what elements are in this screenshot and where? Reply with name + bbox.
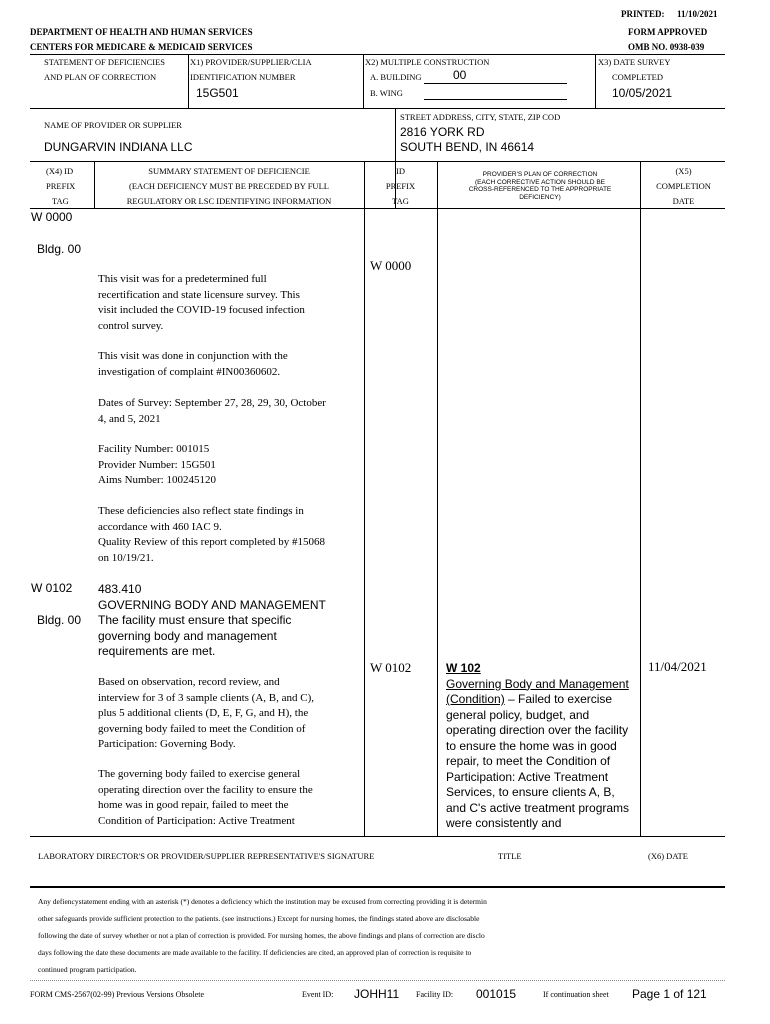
prefix-tag-2: W 0102 — [31, 581, 73, 595]
form-number: FORM CMS-2567(02-99) Previous Versions Obsolete — [30, 990, 205, 999]
col-id-label-3: TAG — [392, 196, 409, 206]
address-label: STREET ADDRESS, CITY, STATE, ZIP COD — [400, 112, 561, 122]
col-summary-label-3: REGULATORY OR LSC IDENTIFYING INFORMATION — [126, 196, 332, 206]
rule — [30, 208, 725, 209]
signature-date-label: (X6) DATE — [648, 851, 688, 861]
col-x4-label-2: PREFIX — [46, 181, 76, 191]
facility-numbers: Facility Number: 001015 Provider Number: 15G501 Aims Number: 100245120 — [98, 443, 216, 486]
provider-id-value: 15G501 — [196, 86, 239, 100]
event-id-label: Event ID: — [302, 990, 334, 999]
continuation-label: If continuation sheet — [543, 990, 609, 999]
survey-dates: Dates of Survey: September 27, 28, 29, 30, October 4, and 5, 2021 — [98, 397, 326, 425]
finding-paragraph-1: This visit was for a predetermined full recertification and state licensure survey. This visit included the COVID-19 focused infection control survey. — [98, 273, 305, 332]
title-label: TITLE — [498, 851, 522, 861]
rule — [640, 161, 641, 836]
prefix-tag-1: W 0000 — [31, 210, 73, 224]
event-id-value: JOHH11 — [354, 987, 400, 1001]
address-line-1: 2816 YORK RD — [400, 125, 485, 139]
provider-id-label: X1) PROVIDER/SUPPLIER/CLIA — [190, 57, 312, 67]
date-survey-label: X3) DATE SURVEY — [598, 57, 671, 67]
col-summary-label: SUMMARY STATEMENT OF DEFICIENCIE — [148, 166, 310, 176]
disclaimer-line: Any defiencystatement ending with an asterisk (*) denotes a deficiency which the institution may be excused from correcting providing it is determin — [38, 897, 487, 906]
rule — [30, 108, 725, 109]
finding-paragraph-8: The governing body failed to exercise general operating direction over the facility to ensure the home was in good repair, failed to meet the Condition of Participation: Active Treatment — [98, 768, 313, 827]
centers-name: CENTERS FOR MEDICARE & MEDICAID SERVICES — [30, 42, 253, 52]
provider-name-value: DUNGARVIN INDIANA LLC — [44, 140, 193, 154]
building-underline — [424, 83, 567, 84]
building-tag-2: Bldg. 00 — [37, 613, 82, 627]
plan-of-correction — [446, 661, 638, 832]
rule — [188, 54, 189, 108]
rule — [395, 161, 396, 208]
plan-line-rest: – Failed to exercise — [504, 692, 613, 706]
building-tag-1: Bldg. 00 — [37, 242, 82, 256]
rule — [30, 836, 725, 837]
date-survey-label-2: COMPLETED — [612, 72, 663, 82]
disclaimer-line: continued program participation. — [38, 965, 137, 974]
building-label: A. BUILDING — [370, 72, 422, 82]
rule — [595, 54, 596, 108]
regulation-paragraph: 483.410 GOVERNING BODY AND MANAGEMENT The facility must ensure that specific governing body and management requirements are met. — [98, 582, 326, 658]
wing-underline — [424, 99, 567, 100]
col-plan-label-4: DEFICIENCY) — [519, 193, 561, 201]
construction-label: X2) MULTIPLE CONSTRUCTION — [365, 57, 490, 67]
col-plan-label-3: CROSS-REFERENCED TO THE APPROPRIATE — [468, 186, 612, 193]
col-x5-label-2: COMPLETION — [656, 181, 711, 191]
col-x4-label-3: TAG — [52, 196, 69, 206]
page-number: Page 1 of 121 — [632, 987, 707, 1001]
printed-label: PRINTED: — [621, 9, 665, 19]
address-line-2: SOUTH BEND, IN 46614 — [400, 140, 535, 154]
completion-date: 11/04/2021 — [648, 659, 707, 674]
col-x4-label: (X4) ID — [46, 166, 74, 176]
rule — [395, 108, 396, 161]
finding-paragraph-7: Based on observation, record review, and interview for 3 of 3 sample clients (A, B, and C), plus 5 additional clients (D, E, F, G, and H), the governing body failed to meet the Condition of Participation: Governing Body. — [98, 676, 314, 750]
department-name: DEPARTMENT OF HEALTH AND HUMAN SERVICES — [30, 27, 253, 37]
plan-heading: Governing Body and Management — [446, 676, 629, 691]
rule — [30, 161, 725, 162]
col-x5-label-3: DATE — [672, 196, 695, 206]
disclaimer-line: following the date of survey whether or not a plan of correction is provided. For nursing homes, the above findings and plans of correction are disclo — [38, 931, 485, 940]
id-prefix-tag-1: W 0000 — [370, 258, 412, 273]
signature-label: LABORATORY DIRECTOR'S OR PROVIDER/SUPPLIER REPRESENTATIVE'S SIGNATURE — [38, 851, 375, 861]
disclaimer — [38, 893, 728, 978]
col-id-label-2: PREFIX — [385, 181, 416, 191]
col-plan-label — [440, 171, 640, 201]
statement-label-2: AND PLAN OF CORRECTION — [44, 72, 157, 82]
disclaimer-line: days following the date these documents are made available to the facility. If deficiencies are cited, an approved plan of correction is requisite to — [38, 948, 472, 957]
facility-id-value: 001015 — [476, 987, 517, 1001]
provider-name-label: NAME OF PROVIDER OR SUPPLIER — [44, 120, 182, 130]
printed-date: 11/10/2021 — [677, 9, 718, 19]
col-x5-label: (X5) — [675, 166, 692, 176]
omb-number: OMB NO. 0938-039 — [628, 42, 705, 52]
disclaimer-line: other safeguards provide sufficient protection to the patients. (see instructions.) Except for nursing homes, the findings stated above are disclosable — [38, 914, 480, 923]
plan-line — [446, 692, 638, 708]
facility-id-label: Facility ID: — [416, 990, 454, 999]
col-id-label: ID — [396, 166, 405, 176]
rule — [363, 54, 364, 108]
wing-label: B. WING — [370, 88, 403, 98]
rule — [30, 980, 725, 981]
rule — [30, 886, 725, 888]
col-plan-label-1: PROVIDER'S PLAN OF CORRECTION — [482, 171, 598, 178]
plan-body: general policy, budget, and operating direction over the facility to ensure the home was in good repair, to meet the Condition of Participation: Active Treatment Services, to ensure clients A, B, and C's active treatment programs were consistently and — [446, 707, 630, 830]
provider-id-label-2: IDENTIFICATION NUMBER — [190, 72, 296, 82]
plan-condition: (Condition) — [446, 692, 505, 706]
plan-title: W 102 — [446, 661, 481, 675]
statement-label: STATEMENT OF DEFICIENCIES — [44, 57, 166, 67]
col-summary-label-2: (EACH DEFICIENCY MUST BE PRECEDED BY FULL — [129, 181, 329, 191]
date-survey-value: 10/05/2021 — [612, 86, 673, 100]
form-approved: FORM APPROVED — [628, 27, 708, 37]
finding-paragraph-2: This visit was done in conjunction with the investigation of complaint #IN00360602. — [98, 350, 288, 378]
col-plan-label-2: (EACH CORRECTIVE ACTION SHOULD BE — [474, 178, 606, 186]
rule — [94, 161, 95, 208]
rule — [30, 54, 725, 55]
rule — [364, 161, 365, 836]
rule — [437, 161, 438, 836]
id-prefix-tag-2: W 0102 — [370, 660, 412, 675]
building-value: 00 — [453, 68, 467, 82]
finding-paragraph-5: These deficiencies also reflect state findings in accordance with 460 IAC 9. Quality Review of this report completed by #15068 on 10/19/21. — [98, 505, 325, 564]
